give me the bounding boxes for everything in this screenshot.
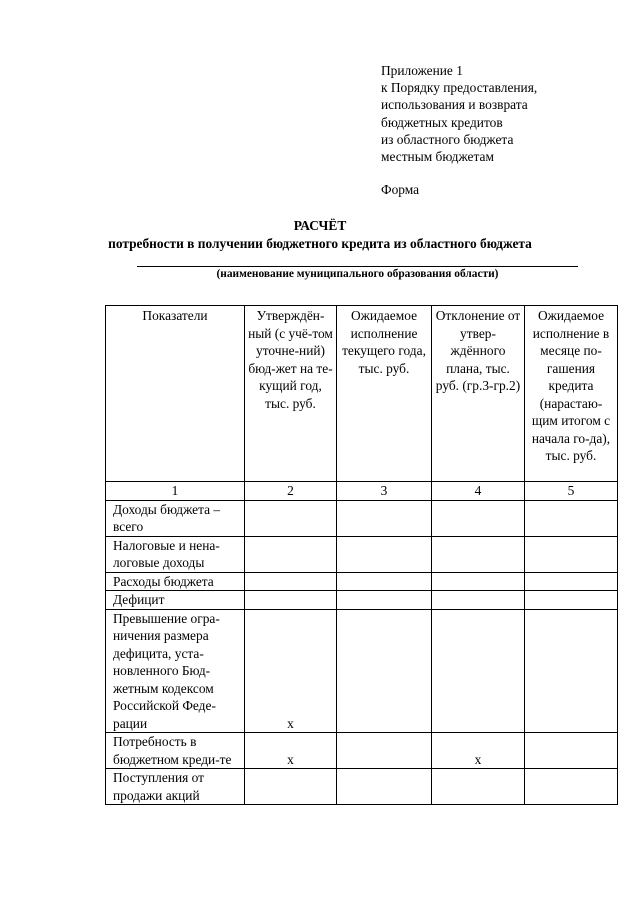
table-row [106, 536, 618, 572]
header-expected-execution: Ожидаемое исполнение текущего года, тыс. руб. [337, 306, 432, 482]
appendix-reference [381, 62, 537, 165]
column-number: 3 [337, 482, 432, 501]
table-cell [525, 591, 618, 610]
municipality-fill-line [137, 266, 578, 267]
municipality-caption: (наименование муниципального образования области) [216, 268, 499, 280]
table-cell [432, 572, 525, 591]
table-cell [432, 769, 525, 805]
column-number: 1 [106, 482, 245, 501]
table-header-row [106, 306, 618, 482]
table-cell [432, 609, 525, 733]
table-cell [245, 591, 337, 610]
appendix-line: использования и возврата [381, 97, 528, 113]
table-cell [337, 536, 432, 572]
header-indicators: Показатели [106, 306, 245, 482]
table-cell [245, 536, 337, 572]
table-cell [337, 591, 432, 610]
column-number: 2 [245, 482, 337, 501]
row-label: Дефицит [106, 591, 245, 610]
table-cell: х [245, 733, 337, 769]
table-cell [245, 769, 337, 805]
table-cell [337, 733, 432, 769]
row-label: Превышение огра-ничения размера дефицита, уста-новленного Бюд-жетным кодексом Российской Феде-рации [106, 609, 245, 733]
table-cell [432, 500, 525, 536]
document-subtitle: потребности в получении бюджетного кредита из областного бюджета [108, 236, 532, 251]
table-row [106, 733, 618, 769]
table-cell [432, 536, 525, 572]
row-label: Доходы бюджета – всего [106, 500, 245, 536]
column-number: 4 [432, 482, 525, 501]
table-cell [525, 572, 618, 591]
table-cell [525, 609, 618, 733]
table-cell [245, 572, 337, 591]
table-cell [337, 769, 432, 805]
header-approved-budget: Утверждён-ный (с учё-том уточне-ний) бюд-жет на те-кущий год, тыс. руб. [245, 306, 337, 482]
appendix-line: из областного бюджета [381, 131, 514, 147]
table-cell [525, 733, 618, 769]
appendix-line: бюджетных кредитов [381, 114, 503, 130]
row-label: Налоговые и нена-логовые доходы [106, 536, 245, 572]
table-cell [337, 572, 432, 591]
row-label: Поступления от продажи акций [106, 769, 245, 805]
table-row [106, 500, 618, 536]
column-number: 5 [525, 482, 618, 501]
header-expected-repayment-month: Ожидаемое исполнение в месяце по-гашения кредита (нарастаю-щим итогом с начала го-да), тыс. руб. [525, 306, 618, 482]
appendix-line: местным бюджетам [381, 149, 494, 165]
form-label: Форма [381, 182, 420, 197]
table-cell [245, 500, 337, 536]
appendix-line: к Порядку предоставления, [381, 80, 538, 96]
row-label: Потребность в бюджетном креди-те [106, 733, 245, 769]
table-cell [337, 609, 432, 733]
table-cell [525, 536, 618, 572]
table-cell [337, 500, 432, 536]
table-row [106, 591, 618, 610]
table-row [106, 609, 618, 733]
table-row [106, 769, 618, 805]
column-number-row [106, 482, 618, 501]
table-row [106, 572, 618, 591]
calculation-table [105, 305, 618, 805]
header-deviation: Отклонение от утвер-ждённого плана, тыс. руб. (гр.3-гр.2) [432, 306, 525, 482]
document-title: РАСЧЁТ [293, 218, 347, 233]
appendix-line: Приложение 1 [381, 63, 463, 78]
table-cell: х [245, 609, 337, 733]
table-cell [432, 591, 525, 610]
table-cell: х [432, 733, 525, 769]
row-label: Расходы бюджета [106, 572, 245, 591]
table-cell [525, 769, 618, 805]
table-cell [525, 500, 618, 536]
